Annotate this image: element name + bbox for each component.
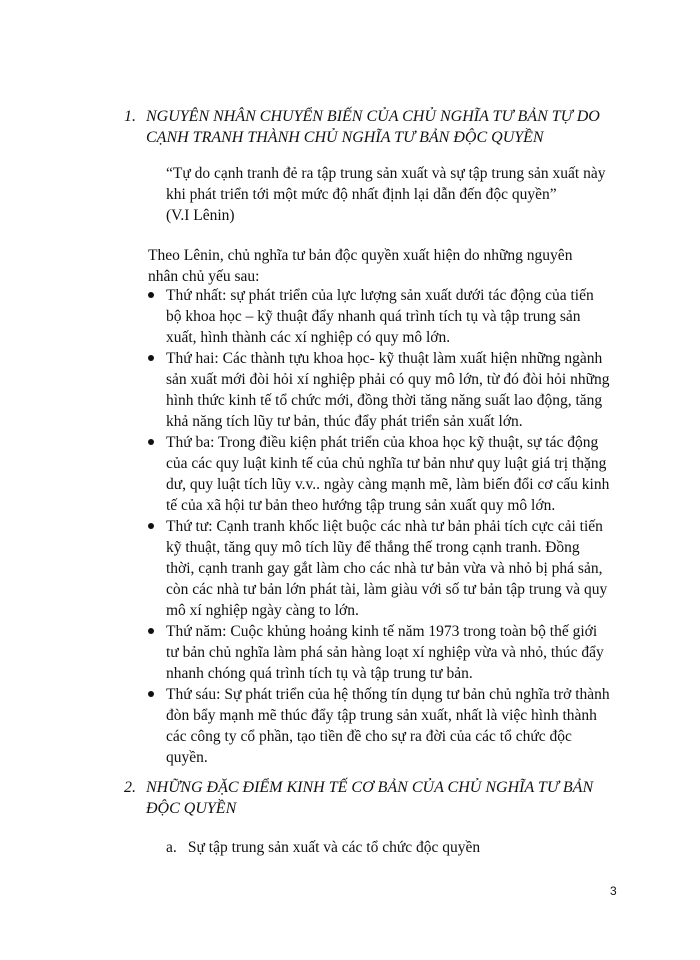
- bullet-icon: [148, 439, 154, 445]
- list-item: Thứ sáu: Sự phát triển của hệ thống tín dụng tư bản chủ nghĩa trở thành đòn bẩy mạnh mẽ thúc đẩy tập trung sản xuất, nhất là việc hình thành các công ty cổ phần, tạo tiền đề cho sự ra đời của các tổ chức độc quyền.: [148, 684, 610, 768]
- quote-source: (V.I Lênin): [166, 207, 235, 224]
- bullet-icon: [148, 523, 154, 529]
- page-number: 3: [610, 884, 617, 898]
- bullet-icon: [148, 691, 154, 697]
- section-1-title: NGUYÊN NHÂN CHUYỂN BIẾN CỦA CHỦ NGHĨA TƯ BẢN TỰ DO CẠNH TRANH THÀNH CHỦ NGHĨA TƯ BẢN ĐỘC QUYỀN: [146, 108, 600, 146]
- section-1-heading: [124, 106, 624, 148]
- section-2-number: 2.: [124, 779, 136, 796]
- intro-paragraph: Theo Lênin, chủ nghĩa tư bản độc quyền xuất hiện do những nguyên nhân chủ yếu sau:: [148, 247, 573, 285]
- lenin-quote: [166, 163, 606, 226]
- list-item: Thứ hai: Các thành tựu khoa học- kỹ thuật làm xuất hiện những ngành sản xuất mới đòi hỏi xí nghiệp phải có quy mô lớn, từ đó đòi hỏi những hình thức kinh tế tổ chức mới, đồng thời tăng năng suất lao động, tăng khả năng tích lũy tư bản, thúc đẩy phát triển sản xuất lớn.: [148, 348, 610, 432]
- list-item: Thứ nhất: sự phát triển của lực lượng sản xuất dưới tác động của tiến bộ khoa học – kỹ thuật đẩy nhanh quá trình tích tụ và tập trung sản xuất, hình thành các xí nghiệp có quy mô lớn.: [148, 285, 610, 348]
- bullet-icon: [148, 292, 154, 298]
- section-1-number: 1.: [124, 108, 136, 125]
- list-item: Thứ ba: Trong điều kiện phát triển của khoa học kỹ thuật, sự tác động của các quy luật kinh tế của chủ nghĩa tư bản như quy luật giá trị thặng dư, quy luật tích lũy v.v.. ngày càng mạnh mẽ, làm biến đổi cơ cấu kinh tế của xã hội tư bản theo hướng tập trung sản xuất quy mô lớn.: [148, 432, 610, 516]
- section-2-heading: [124, 777, 624, 819]
- quote-text: “Tự do cạnh tranh đẻ ra tập trung sản xuất và sự tập trung sản xuất này khi phát triển tới một mức độ nhất định lại dẫn đến độc quyền”: [166, 165, 606, 203]
- bullet-icon: [148, 628, 154, 634]
- subsection-letter: a.: [166, 839, 177, 856]
- causes-list: [148, 285, 610, 768]
- subsection-title: Sự tập trung sản xuất và các tổ chức độc quyền: [187, 839, 481, 856]
- bullet-icon: [148, 355, 154, 361]
- subsection-a-heading: [166, 837, 480, 858]
- section-2-title: NHỮNG ĐẶC ĐIỂM KINH TẾ CƠ BẢN CỦA CHỦ NGHĨA TƯ BẢN ĐỘC QUYỀN: [146, 779, 594, 817]
- list-item: Thứ tư: Cạnh tranh khốc liệt buộc các nhà tư bản phải tích cực cải tiến kỹ thuật, tăng quy mô tích lũy để thắng thế trong cạnh tranh. Đồng thời, cạnh tranh gay gắt làm cho các nhà tư bản vừa và nhỏ bị phá sản, còn các nhà tư bản lớn phát tài, làm giàu với số tư bản tập trung và quy mô xí nghiệp ngày càng to lớn.: [148, 516, 610, 621]
- list-item: Thứ năm: Cuộc khủng hoảng kinh tế năm 1973 trong toàn bộ thế giới tư bản chủ nghĩa làm phá sản hàng loạt xí nghiệp vừa và nhỏ, thúc đẩy nhanh chóng quá trình tích tụ và tập trung tư bản.: [148, 621, 610, 684]
